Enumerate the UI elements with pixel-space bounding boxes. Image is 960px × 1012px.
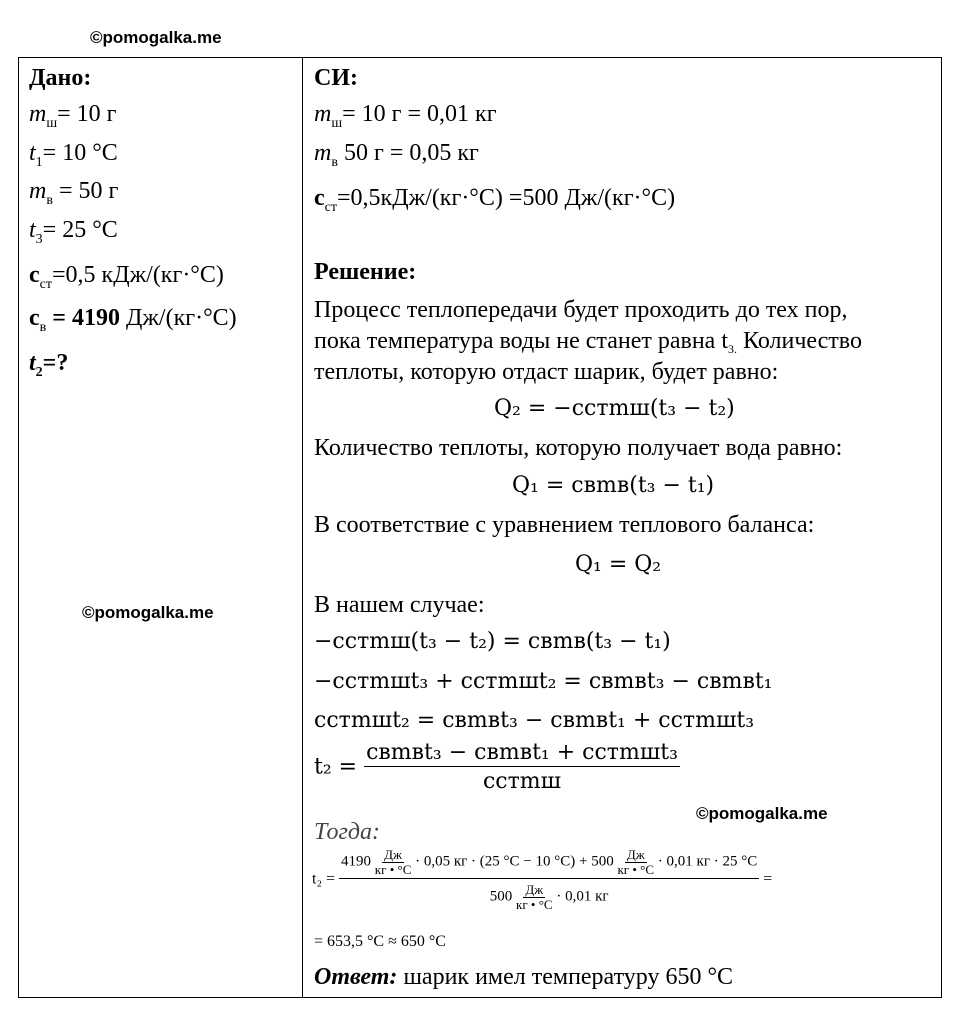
column-divider xyxy=(302,58,303,997)
given-m-sh: $m_ш= 10$ г xyxy=(29,101,117,131)
unit-fraction: Дж кг • °С xyxy=(374,847,412,877)
watermark-bottom: ©pomogalka.me xyxy=(696,804,828,823)
calc-fraction: 4190 Дж кг • °С · 0,05 кг · (25 °С − 10 °С) + 500 Дж кг • °С · 0,01 кг · 25 °С 500 Дж кг • °С · 0,01 кг xyxy=(341,847,758,912)
given-t3: $t_3= 25$ °С xyxy=(29,217,118,247)
equation-step1: −cстmш(t₃ − t₂) = cвmв(t₃ − t₁) xyxy=(314,629,671,654)
given-find: $t_2=$? xyxy=(29,350,69,380)
unit-fraction: Дж кг • °С xyxy=(516,882,553,912)
watermark-middle: ©pomogalka.me xyxy=(82,603,214,622)
solution-p1-line1: Процесс теплопередачи будет проходить до тех пор, xyxy=(314,297,848,323)
equation-balance: Q₁ = Q₂ xyxy=(575,552,662,577)
si-m-v: $m_в$ 50 г = 0,05 кг xyxy=(314,140,479,170)
given-m-v: $m_в = 50$ г xyxy=(29,178,119,208)
solution-title: Решение: xyxy=(314,259,417,285)
given-t1: $t_1= 10$ °С xyxy=(29,140,118,170)
si-m-sh: $m_ш= 10$ г = 0,01 кг xyxy=(314,101,497,131)
si-title: СИ: xyxy=(314,65,358,91)
given-c-v: $c_в = 4190$ Дж/(кг·°С) xyxy=(29,305,237,335)
solution-p4: В нашем случае: xyxy=(314,592,485,618)
calc-expression: t₂ = 4190 Дж кг • °С · 0,05 кг · (25 °С − 10 °С) + 500 Дж кг • °С · 0,01 кг · 25 °С 500 Дж кг • °С · 0,01 кг = xyxy=(312,847,773,912)
equation-t2-formula: t₂ = $\frac{\text{cвmвt₃ − cвmвt₁ + cстmшt₃}}{\text{cстmш}}$ xyxy=(314,740,678,794)
solution-p3: В соответствие с уравнением теплового баланса: xyxy=(314,512,815,538)
given-c-st: $c_{ст}=0,5$ кДж/(кг·°С) xyxy=(29,262,224,292)
solution-p2: Количество теплоты, которую получает вода равно: xyxy=(314,435,843,461)
equation-q2: Q₂ = −cстmш(t₃ − t₂) xyxy=(494,396,735,421)
then-label: Тогда: xyxy=(314,819,380,845)
unit-fraction: Дж кг • °С xyxy=(617,847,655,877)
watermark-top: ©pomogalka.me xyxy=(90,28,222,47)
equation-step3: cстmшt₂ = cвmвt₃ − cвmвt₁ + cстmшt₃ xyxy=(314,708,755,733)
si-c-st: $c_{ст}=0,5кДж/(кг\cdot^\circ С) =500$ Дж/(кг·°С) xyxy=(314,185,676,215)
equation-step2: −cстmшt₃ + cстmшt₂ = cвmвt₃ − cвmвt₁ xyxy=(314,669,773,694)
equation-q1: Q₁ = cвmв(t₃ − t₁) xyxy=(512,473,715,498)
given-title: Дано: xyxy=(29,65,92,91)
solution-p1-line2: пока температура воды не станет равна $t_{3.}$ Количество xyxy=(314,328,862,356)
calc-result: = 653,5 °С ≈ 650 °С xyxy=(314,933,446,950)
answer-line: Ответ: шарик имел температуру 650 °С xyxy=(314,964,734,990)
solution-table xyxy=(18,57,942,998)
solution-p1-line3: теплоты, которую отдаст шарик, будет равно: xyxy=(314,359,779,385)
formula-fraction: $\frac{\text{cвmвt₃ − cвmвt₁ + cстmшt₃}}{\text{cстmш}}$ xyxy=(366,740,678,794)
